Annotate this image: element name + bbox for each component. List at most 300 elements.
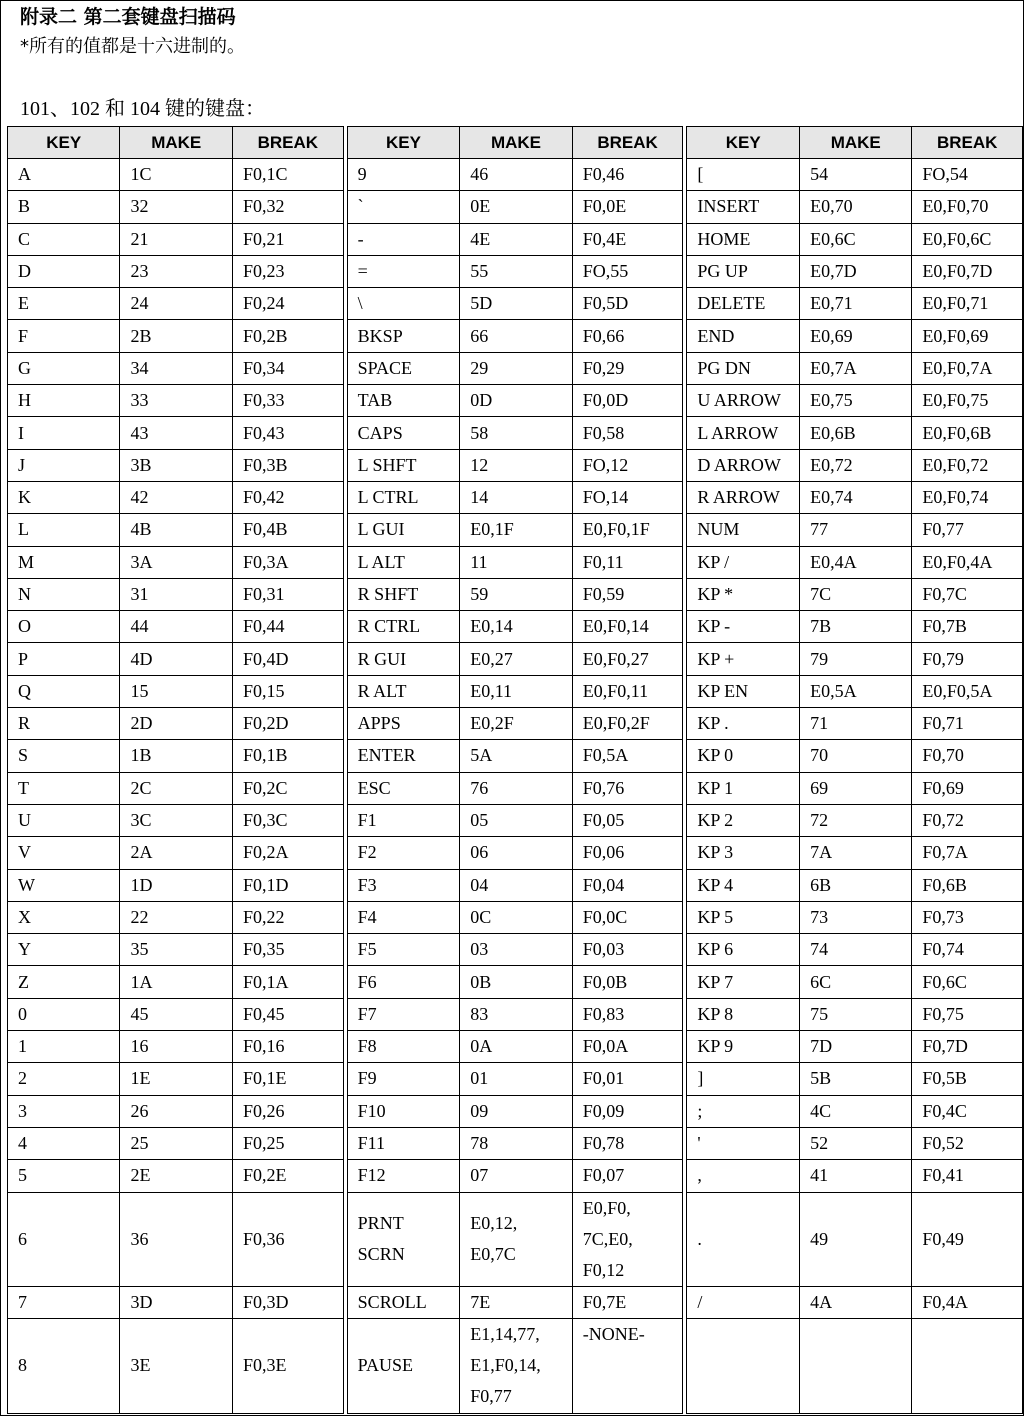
- key-cell: DELETE: [687, 288, 800, 320]
- table-row: [347, 191, 683, 223]
- make-header: MAKE: [120, 127, 233, 159]
- make-cell: 22: [120, 901, 233, 933]
- table-row: [347, 1127, 683, 1159]
- make-cell: 03: [460, 934, 573, 966]
- make-cell: 55: [460, 255, 573, 287]
- break-cell: F0,1B: [233, 740, 344, 772]
- break-cell: F0,72: [912, 804, 1023, 836]
- break-cell: F0,2E: [233, 1160, 344, 1192]
- break-cell: E0,F0,72: [912, 449, 1023, 481]
- key-cell: KP 6: [687, 934, 800, 966]
- break-header: BREAK: [572, 127, 683, 159]
- table-row: [687, 1192, 1023, 1286]
- table-row: [347, 417, 683, 449]
- make-cell: E0,74: [800, 481, 912, 513]
- break-cell: F0,42: [233, 481, 344, 513]
- make-cell: 06: [460, 837, 573, 869]
- make-cell: 71: [800, 708, 912, 740]
- break-cell: F0,7E: [572, 1286, 683, 1318]
- table-row: [687, 740, 1023, 772]
- break-cell: F0,3A: [233, 546, 344, 578]
- table-row: [8, 740, 344, 772]
- key-cell: M: [8, 546, 120, 578]
- make-cell: 24: [120, 288, 233, 320]
- table-row: [687, 966, 1023, 998]
- make-cell: 25: [120, 1127, 233, 1159]
- key-cell: =: [347, 255, 460, 287]
- key-cell: ESC: [347, 772, 460, 804]
- key-cell: B: [8, 191, 120, 223]
- make-cell: 15: [120, 675, 233, 707]
- key-cell: F5: [347, 934, 460, 966]
- make-cell: 0B: [460, 966, 573, 998]
- make-cell: 42: [120, 481, 233, 513]
- make-cell: 59: [460, 578, 573, 610]
- table-row: [347, 546, 683, 578]
- make-cell: 11: [460, 546, 573, 578]
- make-cell: 23: [120, 255, 233, 287]
- make-cell: 58: [460, 417, 573, 449]
- key-cell: F12: [347, 1160, 460, 1192]
- make-cell: E0,27: [460, 643, 573, 675]
- break-cell: E0,F0,6C: [912, 223, 1023, 255]
- key-cell: R ALT: [347, 675, 460, 707]
- table-row: [687, 191, 1023, 223]
- key-cell: ': [687, 1127, 800, 1159]
- break-cell: F0,0D: [572, 385, 683, 417]
- break-cell: F0,78: [572, 1127, 683, 1159]
- make-cell: 4E: [460, 223, 573, 255]
- key-cell: PRNT SCRN: [347, 1192, 460, 1286]
- break-cell: F0,36: [233, 1192, 344, 1286]
- key-cell: R GUI: [347, 643, 460, 675]
- key-cell: X: [8, 901, 120, 933]
- table-row: [687, 1127, 1023, 1159]
- table-row: [687, 772, 1023, 804]
- make-cell: E0,6B: [800, 417, 912, 449]
- break-header: BREAK: [912, 127, 1023, 159]
- break-cell: F0,71: [912, 708, 1023, 740]
- table-row: [347, 223, 683, 255]
- make-cell: 6B: [800, 869, 912, 901]
- table-caption: 101、102 和 104 键的键盘：: [20, 98, 265, 120]
- make-cell: 16: [120, 1031, 233, 1063]
- break-cell: F0,2B: [233, 320, 344, 352]
- make-cell: E0,7A: [800, 352, 912, 384]
- key-cell: KP /: [687, 546, 800, 578]
- key-cell: L SHFT: [347, 449, 460, 481]
- table-row: [687, 159, 1023, 191]
- table-row: [687, 934, 1023, 966]
- break-cell: F0,07: [572, 1160, 683, 1192]
- table-row: [687, 643, 1023, 675]
- key-cell: F6: [347, 966, 460, 998]
- key-cell: HOME: [687, 223, 800, 255]
- break-cell: F0,59: [572, 578, 683, 610]
- table-row: [347, 481, 683, 513]
- table-row: [347, 352, 683, 384]
- key-cell: I: [8, 417, 120, 449]
- make-cell: E0,11: [460, 675, 573, 707]
- table-row: [687, 1063, 1023, 1095]
- make-cell: 7E: [460, 1286, 573, 1318]
- break-cell: F0,11: [572, 546, 683, 578]
- break-cell: F0,4D: [233, 643, 344, 675]
- key-cell: ;: [687, 1095, 800, 1127]
- break-cell: F0,5A: [572, 740, 683, 772]
- key-cell: O: [8, 611, 120, 643]
- table-row: [347, 611, 683, 643]
- table-row: [347, 966, 683, 998]
- key-cell: 1: [8, 1031, 120, 1063]
- break-cell: F0,44: [233, 611, 344, 643]
- break-cell: F0,29: [572, 352, 683, 384]
- make-cell: 04: [460, 869, 573, 901]
- make-cell: 0A: [460, 1031, 573, 1063]
- break-cell: F0,35: [233, 934, 344, 966]
- table-row: [8, 901, 344, 933]
- break-cell: E0,F0,14: [572, 611, 683, 643]
- break-cell: F0,70: [912, 740, 1023, 772]
- break-cell: F0,46: [572, 159, 683, 191]
- table-row: [347, 385, 683, 417]
- make-cell: 3C: [120, 804, 233, 836]
- break-cell: F0,77: [912, 514, 1023, 546]
- make-cell: 1A: [120, 966, 233, 998]
- table-row: [347, 643, 683, 675]
- key-cell: SPACE: [347, 352, 460, 384]
- break-cell: F0,3B: [233, 449, 344, 481]
- make-cell: E0,69: [800, 320, 912, 352]
- make-cell: E0,70: [800, 191, 912, 223]
- break-cell: F0,03: [572, 934, 683, 966]
- table-row: [687, 288, 1023, 320]
- key-cell: 8: [8, 1318, 120, 1413]
- make-cell: 4D: [120, 643, 233, 675]
- make-cell: 5A: [460, 740, 573, 772]
- key-cell: Q: [8, 675, 120, 707]
- table-row: [347, 837, 683, 869]
- break-cell: F0,6B: [912, 869, 1023, 901]
- break-cell: F0,24: [233, 288, 344, 320]
- key-cell: 0: [8, 998, 120, 1030]
- table-row: [347, 708, 683, 740]
- break-cell: F0,1D: [233, 869, 344, 901]
- key-cell: R SHFT: [347, 578, 460, 610]
- key-header: KEY: [8, 127, 120, 159]
- table-row: [347, 804, 683, 836]
- table-row: [687, 546, 1023, 578]
- make-cell: 3A: [120, 546, 233, 578]
- make-cell: 14: [460, 481, 573, 513]
- make-cell: 1D: [120, 869, 233, 901]
- break-cell: F0,83: [572, 998, 683, 1030]
- key-cell: KP 2: [687, 804, 800, 836]
- key-cell: KP +: [687, 643, 800, 675]
- table-row: [687, 901, 1023, 933]
- make-cell: 05: [460, 804, 573, 836]
- table-row: [8, 934, 344, 966]
- key-cell: KP 5: [687, 901, 800, 933]
- key-cell: INSERT: [687, 191, 800, 223]
- key-cell: R: [8, 708, 120, 740]
- make-cell: 29: [460, 352, 573, 384]
- table-row: [8, 1031, 344, 1063]
- table-row: [8, 869, 344, 901]
- break-cell: F0,58: [572, 417, 683, 449]
- make-cell: 72: [800, 804, 912, 836]
- table-row: [8, 546, 344, 578]
- make-cell: 43: [120, 417, 233, 449]
- make-cell: 54: [800, 159, 912, 191]
- table-row: [8, 1192, 344, 1286]
- make-cell: 79: [800, 643, 912, 675]
- key-cell: CAPS: [347, 417, 460, 449]
- key-cell: KP -: [687, 611, 800, 643]
- break-cell: F0,3D: [233, 1286, 344, 1318]
- break-cell: F0,04: [572, 869, 683, 901]
- key-cell: KP 9: [687, 1031, 800, 1063]
- make-cell: 49: [800, 1192, 912, 1286]
- key-cell: .: [687, 1192, 800, 1286]
- table-row: [347, 514, 683, 546]
- break-cell: F0,01: [572, 1063, 683, 1095]
- table-row: [687, 514, 1023, 546]
- key-cell: W: [8, 869, 120, 901]
- key-cell: C: [8, 223, 120, 255]
- make-cell: 52: [800, 1127, 912, 1159]
- key-cell: F8: [347, 1031, 460, 1063]
- table-row: [347, 159, 683, 191]
- table-row: [347, 675, 683, 707]
- table-row: [8, 643, 344, 675]
- make-cell: 12: [460, 449, 573, 481]
- key-cell: KP 3: [687, 837, 800, 869]
- break-cell: F0,16: [233, 1031, 344, 1063]
- table-row: [347, 449, 683, 481]
- make-cell: E0,2F: [460, 708, 573, 740]
- table-row: [687, 352, 1023, 384]
- key-cell: G: [8, 352, 120, 384]
- break-cell: F0,4B: [233, 514, 344, 546]
- page-title: 附录二 第二套键盘扫描码: [20, 6, 236, 28]
- table-row: [347, 320, 683, 352]
- key-cell: L ARROW: [687, 417, 800, 449]
- key-cell: T: [8, 772, 120, 804]
- key-cell: L GUI: [347, 514, 460, 546]
- table-row: [347, 1286, 683, 1318]
- key-cell: F3: [347, 869, 460, 901]
- make-cell: 2B: [120, 320, 233, 352]
- break-cell: F0,4A: [912, 1286, 1023, 1318]
- make-cell: 2E: [120, 1160, 233, 1192]
- break-cell: F0,5B: [912, 1063, 1023, 1095]
- key-cell: ENTER: [347, 740, 460, 772]
- break-cell: F0,69: [912, 772, 1023, 804]
- key-cell: A: [8, 159, 120, 191]
- key-cell: R CTRL: [347, 611, 460, 643]
- break-cell: F0,15: [233, 675, 344, 707]
- make-cell: 44: [120, 611, 233, 643]
- make-cell: 01: [460, 1063, 573, 1095]
- table-row: [687, 320, 1023, 352]
- table-row: [687, 417, 1023, 449]
- key-cell: V: [8, 837, 120, 869]
- make-cell: 3D: [120, 1286, 233, 1318]
- scan-code-block-1: [7, 126, 344, 1414]
- table-row: [8, 1063, 344, 1095]
- break-cell: E0,F0,71: [912, 288, 1023, 320]
- key-cell: KP .: [687, 708, 800, 740]
- table-row: [8, 449, 344, 481]
- key-cell: H: [8, 385, 120, 417]
- key-cell: `: [347, 191, 460, 223]
- table-row: [687, 708, 1023, 740]
- break-cell: F0,41: [912, 1160, 1023, 1192]
- break-cell: F0,32: [233, 191, 344, 223]
- break-cell: F0,0A: [572, 1031, 683, 1063]
- break-cell: F0,4C: [912, 1095, 1023, 1127]
- make-cell: 2A: [120, 837, 233, 869]
- key-cell: U ARROW: [687, 385, 800, 417]
- table-row: [687, 449, 1023, 481]
- table-row: [687, 869, 1023, 901]
- make-cell: 33: [120, 385, 233, 417]
- table-row: [8, 514, 344, 546]
- key-cell: P: [8, 643, 120, 675]
- table-row: [687, 1095, 1023, 1127]
- break-cell: E0,F0,5A: [912, 675, 1023, 707]
- table-row: [8, 708, 344, 740]
- break-cell: F0,26: [233, 1095, 344, 1127]
- key-cell: PAUSE: [347, 1318, 460, 1413]
- key-cell: F9: [347, 1063, 460, 1095]
- key-cell: KP 8: [687, 998, 800, 1030]
- make-cell: 75: [800, 998, 912, 1030]
- table-row: [8, 578, 344, 610]
- scan-code-block-3: [686, 126, 1023, 1414]
- key-cell: 2: [8, 1063, 120, 1095]
- make-cell: 2C: [120, 772, 233, 804]
- make-cell: 6C: [800, 966, 912, 998]
- table-row: [347, 998, 683, 1030]
- make-cell: 41: [800, 1160, 912, 1192]
- break-cell: F0,5D: [572, 288, 683, 320]
- make-cell: 66: [460, 320, 573, 352]
- key-cell: R ARROW: [687, 481, 800, 513]
- key-cell: BKSP: [347, 320, 460, 352]
- break-cell: F0,21: [233, 223, 344, 255]
- break-cell: E0,F0,69: [912, 320, 1023, 352]
- break-cell: F0,76: [572, 772, 683, 804]
- key-cell: 4: [8, 1127, 120, 1159]
- key-cell: F: [8, 320, 120, 352]
- break-cell: F0,1C: [233, 159, 344, 191]
- key-cell: 3: [8, 1095, 120, 1127]
- break-cell: F0,52: [912, 1127, 1023, 1159]
- key-cell: -: [347, 223, 460, 255]
- break-cell: F0,4E: [572, 223, 683, 255]
- key-cell: N: [8, 578, 120, 610]
- table-row: [8, 288, 344, 320]
- break-cell: F0,73: [912, 901, 1023, 933]
- table-row: [687, 1318, 1023, 1413]
- make-cell: 0D: [460, 385, 573, 417]
- table-row: [8, 998, 344, 1030]
- make-cell: E0,5A: [800, 675, 912, 707]
- break-cell: -NONE-: [572, 1318, 683, 1413]
- table-row: [8, 1318, 344, 1413]
- table-row: [347, 1192, 683, 1286]
- break-cell: E0,F0,27: [572, 643, 683, 675]
- table-row: [8, 804, 344, 836]
- break-cell: F0,05: [572, 804, 683, 836]
- break-cell: F0,09: [572, 1095, 683, 1127]
- table-row: [347, 1063, 683, 1095]
- make-cell: 26: [120, 1095, 233, 1127]
- table-row: [8, 675, 344, 707]
- break-cell: F0,75: [912, 998, 1023, 1030]
- table-row: [687, 223, 1023, 255]
- key-cell: KP 0: [687, 740, 800, 772]
- key-cell: F2: [347, 837, 460, 869]
- make-cell: 35: [120, 934, 233, 966]
- make-cell: 74: [800, 934, 912, 966]
- table-row: [8, 320, 344, 352]
- table-row: [347, 869, 683, 901]
- make-cell: 7C: [800, 578, 912, 610]
- make-cell: 70: [800, 740, 912, 772]
- break-cell: E0,F0,4A: [912, 546, 1023, 578]
- break-cell: F0,79: [912, 643, 1023, 675]
- table-row: [8, 417, 344, 449]
- break-cell: F0,22: [233, 901, 344, 933]
- table-row: [347, 288, 683, 320]
- make-cell: 5B: [800, 1063, 912, 1095]
- make-cell: 69: [800, 772, 912, 804]
- make-cell: 4C: [800, 1095, 912, 1127]
- table-row: [8, 837, 344, 869]
- key-cell: END: [687, 320, 800, 352]
- make-cell: E0,1F: [460, 514, 573, 546]
- make-cell: E0,12, E0,7C: [460, 1192, 573, 1286]
- key-cell: L ALT: [347, 546, 460, 578]
- key-cell: J: [8, 449, 120, 481]
- key-cell: 6: [8, 1192, 120, 1286]
- make-cell: E0,75: [800, 385, 912, 417]
- break-cell: F0,25: [233, 1127, 344, 1159]
- break-cell: E0,F0, 7C,E0, F0,12: [572, 1192, 683, 1286]
- table-row: [8, 966, 344, 998]
- make-cell: 7B: [800, 611, 912, 643]
- table-row: [8, 1160, 344, 1192]
- make-cell: 77: [800, 514, 912, 546]
- table-row: [347, 772, 683, 804]
- hex-note: *所有的值都是十六进制的。: [20, 36, 245, 57]
- table-row: [347, 1031, 683, 1063]
- table-row: [347, 740, 683, 772]
- table-row: [687, 611, 1023, 643]
- table-row: [687, 837, 1023, 869]
- make-cell: 3E: [120, 1318, 233, 1413]
- make-cell: 07: [460, 1160, 573, 1192]
- key-cell: U: [8, 804, 120, 836]
- make-cell: [800, 1318, 912, 1413]
- make-cell: E0,7D: [800, 255, 912, 287]
- key-cell: L: [8, 514, 120, 546]
- key-cell: 9: [347, 159, 460, 191]
- break-cell: F0,66: [572, 320, 683, 352]
